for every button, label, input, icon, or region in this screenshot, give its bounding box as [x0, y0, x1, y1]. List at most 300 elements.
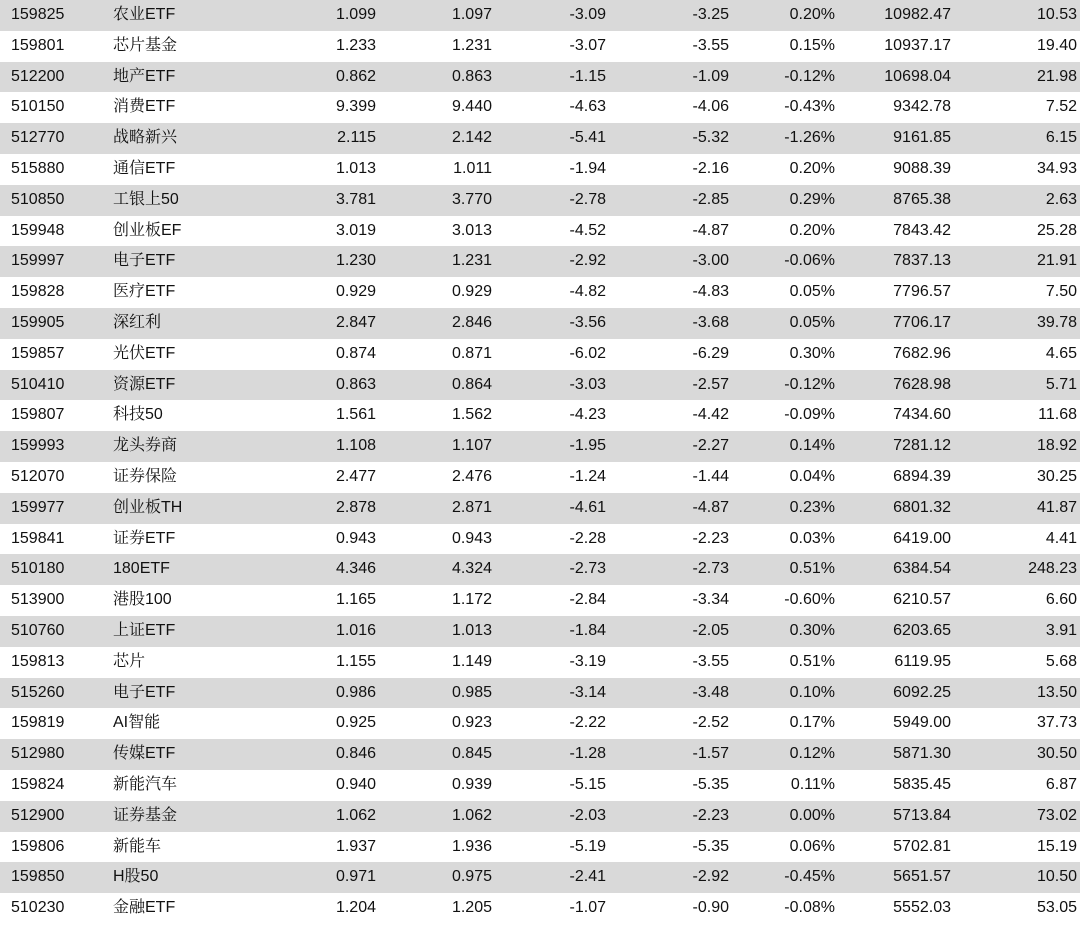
fund-code-cell: 159824 — [11, 775, 65, 793]
fund-code-cell: 510410 — [11, 375, 65, 393]
change-a-cell: -1.24 — [569, 467, 606, 485]
premium-rate-cell: 0.14% — [789, 437, 835, 455]
change-b-cell: -2.85 — [692, 190, 729, 208]
premium-rate-cell: 0.00% — [789, 806, 835, 824]
table-row — [0, 862, 1080, 893]
change-b-cell: -3.00 — [692, 252, 729, 270]
nav-cell: 0.923 — [451, 714, 492, 732]
change-b-cell: -2.73 — [692, 560, 729, 578]
table-row — [0, 678, 1080, 709]
table-row — [0, 0, 1080, 31]
fund-name-cell: 港股100 — [113, 591, 172, 609]
nav-cell: 1.172 — [451, 591, 492, 609]
ratio-cell: 41.87 — [1036, 498, 1077, 516]
change-b-cell: -4.87 — [692, 498, 729, 516]
change-a-cell: -5.15 — [569, 775, 606, 793]
premium-rate-cell: 0.30% — [789, 621, 835, 639]
value-cell: 9342.78 — [893, 98, 951, 116]
fund-code-cell: 159948 — [11, 221, 65, 239]
premium-rate-cell: -0.06% — [784, 252, 835, 270]
nav-cell: 0.845 — [451, 745, 492, 763]
price-cell: 1.155 — [335, 652, 376, 670]
fund-name-cell: 180ETF — [113, 560, 170, 578]
fund-name-cell: 传媒ETF — [113, 745, 176, 763]
value-cell: 5552.03 — [893, 899, 951, 917]
change-a-cell: -3.14 — [569, 683, 606, 701]
value-cell: 7682.96 — [893, 344, 951, 362]
fund-name-cell: 证券ETF — [113, 529, 176, 547]
value-cell: 7706.17 — [893, 313, 951, 331]
price-cell: 0.929 — [335, 283, 376, 301]
value-cell: 6092.25 — [893, 683, 951, 701]
change-b-cell: -4.06 — [692, 98, 729, 116]
ratio-cell: 37.73 — [1036, 714, 1077, 732]
table-row — [0, 524, 1080, 555]
price-cell: 1.016 — [335, 621, 376, 639]
value-cell: 6894.39 — [893, 467, 951, 485]
premium-rate-cell: -1.26% — [784, 129, 835, 147]
price-cell: 1.108 — [335, 437, 376, 455]
value-cell: 6203.65 — [893, 621, 951, 639]
fund-name-cell: 金融ETF — [113, 899, 176, 917]
nav-cell: 1.062 — [451, 806, 492, 824]
change-a-cell: -1.95 — [569, 437, 606, 455]
fund-code-cell: 159997 — [11, 252, 65, 270]
value-cell: 8765.38 — [893, 190, 951, 208]
fund-name-cell: 电子ETF — [113, 683, 176, 701]
fund-code-cell: 512070 — [11, 467, 65, 485]
ratio-cell: 13.50 — [1036, 683, 1077, 701]
table-row — [0, 246, 1080, 277]
table-row — [0, 370, 1080, 401]
fund-code-cell: 510180 — [11, 560, 65, 578]
value-cell: 6119.95 — [894, 652, 951, 670]
ratio-cell: 30.25 — [1036, 467, 1077, 485]
fund-code-cell: 515880 — [11, 159, 65, 177]
price-cell: 2.878 — [335, 498, 376, 516]
change-b-cell: -3.68 — [692, 313, 729, 331]
premium-rate-cell: 0.20% — [789, 221, 835, 239]
price-cell: 0.943 — [335, 529, 376, 547]
change-a-cell: -4.61 — [569, 498, 606, 516]
premium-rate-cell: 0.05% — [789, 313, 835, 331]
nav-cell: 1.231 — [451, 252, 492, 270]
premium-rate-cell: -0.43% — [784, 98, 835, 116]
fund-name-cell: H股50 — [113, 868, 159, 886]
change-b-cell: -2.92 — [692, 868, 729, 886]
change-b-cell: -1.44 — [692, 467, 729, 485]
change-a-cell: -4.23 — [569, 406, 606, 424]
ratio-cell: 10.53 — [1036, 6, 1077, 23]
change-b-cell: -4.83 — [692, 283, 729, 301]
nav-cell: 0.871 — [451, 344, 492, 362]
value-cell: 10937.17 — [884, 36, 951, 54]
ratio-cell: 39.78 — [1036, 313, 1077, 331]
premium-rate-cell: 0.20% — [789, 159, 835, 177]
fund-name-cell: 农业ETF — [113, 6, 176, 23]
nav-cell: 1.231 — [451, 36, 492, 54]
fund-code-cell: 159850 — [11, 868, 65, 886]
fund-name-cell: 资源ETF — [113, 375, 176, 393]
value-cell: 10982.47 — [884, 6, 951, 23]
price-cell: 4.346 — [335, 560, 376, 578]
price-cell: 2.477 — [335, 467, 376, 485]
table-row — [0, 216, 1080, 247]
ratio-cell: 19.40 — [1036, 36, 1077, 54]
price-cell: 0.940 — [335, 775, 376, 793]
premium-rate-cell: 0.17% — [789, 714, 835, 732]
table-row — [0, 154, 1080, 185]
ratio-cell: 73.02 — [1036, 806, 1077, 824]
change-b-cell: -3.25 — [692, 6, 729, 23]
nav-cell: 2.476 — [451, 467, 492, 485]
premium-rate-cell: 0.30% — [789, 344, 835, 362]
price-cell: 1.062 — [335, 806, 376, 824]
table-row — [0, 554, 1080, 585]
ratio-cell: 4.41 — [1045, 529, 1077, 547]
ratio-cell: 30.50 — [1036, 745, 1077, 763]
change-b-cell: -4.42 — [692, 406, 729, 424]
change-b-cell: -5.35 — [692, 837, 729, 855]
fund-code-cell: 159806 — [11, 837, 65, 855]
change-a-cell: -5.19 — [569, 837, 606, 855]
premium-rate-cell: 0.10% — [789, 683, 835, 701]
fund-code-cell: 510150 — [11, 98, 65, 116]
price-cell: 1.204 — [335, 899, 376, 917]
fund-name-cell: 创业板TH — [113, 498, 183, 516]
change-a-cell: -1.07 — [569, 899, 606, 917]
change-a-cell: -3.07 — [569, 36, 606, 54]
nav-cell: 0.985 — [451, 683, 492, 701]
change-a-cell: -2.22 — [569, 714, 606, 732]
fund-name-cell: 地产ETF — [113, 67, 176, 85]
fund-code-cell: 515260 — [11, 683, 65, 701]
table-row — [0, 277, 1080, 308]
ratio-cell: 2.63 — [1045, 190, 1077, 208]
ratio-cell: 25.28 — [1036, 221, 1077, 239]
price-cell: 3.019 — [335, 221, 376, 239]
premium-rate-cell: 0.20% — [789, 6, 835, 23]
nav-cell: 1.107 — [451, 437, 492, 455]
fund-name-cell: 工银上50 — [113, 190, 179, 208]
price-cell: 9.399 — [335, 98, 376, 116]
fund-name-cell: 芯片 — [113, 652, 146, 670]
change-b-cell: -2.05 — [692, 621, 729, 639]
fund-code-cell: 159828 — [11, 283, 65, 301]
change-b-cell: -2.52 — [692, 714, 729, 732]
nav-cell: 3.770 — [451, 190, 492, 208]
price-cell: 0.925 — [335, 714, 376, 732]
value-cell: 5949.00 — [893, 714, 951, 732]
change-a-cell: -2.03 — [569, 806, 606, 824]
ratio-cell: 18.92 — [1036, 437, 1077, 455]
fund-code-cell: 510230 — [11, 899, 65, 917]
fund-code-cell: 159819 — [11, 714, 65, 732]
value-cell: 7281.12 — [893, 437, 951, 455]
table-row — [0, 893, 1080, 924]
fund-code-cell: 159813 — [11, 652, 65, 670]
change-a-cell: -1.84 — [569, 621, 606, 639]
change-b-cell: -4.87 — [692, 221, 729, 239]
premium-rate-cell: 0.15% — [789, 36, 835, 54]
fund-code-cell: 512770 — [11, 129, 65, 147]
fund-code-cell: 512900 — [11, 806, 65, 824]
ratio-cell: 6.15 — [1045, 129, 1077, 147]
change-a-cell: -3.03 — [569, 375, 606, 393]
value-cell: 5702.81 — [893, 837, 951, 855]
ratio-cell: 5.68 — [1045, 652, 1077, 670]
table-row — [0, 62, 1080, 93]
fund-name-cell: 通信ETF — [113, 159, 176, 177]
fund-name-cell: 芯片基金 — [113, 36, 178, 54]
value-cell: 6384.54 — [893, 560, 951, 578]
value-cell: 7628.98 — [893, 375, 951, 393]
value-cell: 10698.04 — [884, 67, 951, 85]
nav-cell: 0.864 — [451, 375, 492, 393]
change-a-cell: -2.41 — [569, 868, 606, 886]
price-cell: 3.781 — [335, 190, 376, 208]
table-row — [0, 647, 1080, 678]
fund-name-cell: AI智能 — [113, 714, 161, 732]
premium-rate-cell: 0.51% — [789, 560, 835, 578]
fund-name-cell: 新能车 — [113, 837, 162, 855]
change-b-cell: -6.29 — [692, 344, 729, 362]
nav-cell: 1.149 — [451, 652, 492, 670]
nav-cell: 2.871 — [451, 498, 492, 516]
change-b-cell: -3.55 — [692, 36, 729, 54]
premium-rate-cell: 0.23% — [789, 498, 835, 516]
fund-code-cell: 159841 — [11, 529, 65, 547]
change-b-cell: -1.57 — [692, 745, 729, 763]
premium-rate-cell: 0.29% — [789, 190, 835, 208]
change-b-cell: -5.35 — [692, 775, 729, 793]
premium-rate-cell: 0.04% — [789, 467, 835, 485]
fund-code-cell: 159993 — [11, 437, 65, 455]
ratio-cell: 15.19 — [1036, 837, 1077, 855]
price-cell: 1.233 — [335, 36, 376, 54]
premium-rate-cell: 0.51% — [789, 652, 835, 670]
premium-rate-cell: -0.45% — [784, 868, 835, 886]
nav-cell: 1.097 — [451, 6, 492, 23]
value-cell: 6419.00 — [893, 529, 951, 547]
fund-code-cell: 159857 — [11, 344, 65, 362]
table-row — [0, 616, 1080, 647]
change-a-cell: -3.56 — [569, 313, 606, 331]
value-cell: 9161.85 — [893, 129, 951, 147]
change-a-cell: -2.73 — [569, 560, 606, 578]
change-a-cell: -1.28 — [569, 745, 606, 763]
price-cell: 0.862 — [335, 67, 376, 85]
table-row — [0, 339, 1080, 370]
fund-name-cell: 证券保险 — [113, 467, 178, 485]
change-b-cell: -0.90 — [692, 899, 729, 917]
premium-rate-cell: -0.12% — [784, 375, 835, 393]
nav-cell: 0.943 — [451, 529, 492, 547]
change-a-cell: -1.15 — [569, 67, 606, 85]
fund-code-cell: 159801 — [11, 36, 65, 54]
fund-code-cell: 512200 — [11, 67, 65, 85]
premium-rate-cell: 0.12% — [789, 745, 835, 763]
fund-name-cell: 光伏ETF — [113, 344, 176, 362]
fund-code-cell: 159977 — [11, 498, 65, 516]
fund-name-cell: 创业板EF — [113, 221, 182, 239]
table-row — [0, 31, 1080, 62]
table-row — [0, 123, 1080, 154]
premium-rate-cell: 0.03% — [789, 529, 835, 547]
fund-code-cell: 510760 — [11, 621, 65, 639]
change-a-cell: -6.02 — [569, 344, 606, 362]
fund-name-cell: 消费ETF — [113, 98, 176, 116]
fund-code-cell: 512980 — [11, 745, 65, 763]
table-row — [0, 431, 1080, 462]
table-row — [0, 462, 1080, 493]
fund-name-cell: 证券基金 — [113, 806, 178, 824]
price-cell: 2.847 — [335, 313, 376, 331]
ratio-cell: 6.87 — [1045, 775, 1077, 793]
change-a-cell: -4.63 — [569, 98, 606, 116]
value-cell: 5651.57 — [893, 868, 951, 886]
change-b-cell: -2.57 — [692, 375, 729, 393]
value-cell: 5871.30 — [893, 745, 951, 763]
change-b-cell: -3.55 — [692, 652, 729, 670]
value-cell: 6210.57 — [893, 591, 951, 609]
price-cell: 0.846 — [335, 745, 376, 763]
price-cell: 1.099 — [335, 6, 376, 23]
change-a-cell: -1.94 — [569, 159, 606, 177]
ratio-cell: 4.65 — [1045, 344, 1077, 362]
ratio-cell: 21.98 — [1036, 67, 1077, 85]
nav-cell: 2.846 — [451, 313, 492, 331]
fund-code-cell: 513900 — [11, 591, 65, 609]
change-b-cell: -2.16 — [692, 159, 729, 177]
price-cell: 0.971 — [335, 868, 376, 886]
table-row — [0, 708, 1080, 739]
table-row — [0, 585, 1080, 616]
price-cell: 1.561 — [335, 406, 376, 424]
price-cell: 1.937 — [335, 837, 376, 855]
price-cell: 1.230 — [335, 252, 376, 270]
fund-code-cell: 159807 — [11, 406, 65, 424]
nav-cell: 1.562 — [451, 406, 492, 424]
change-b-cell: -3.48 — [692, 683, 729, 701]
change-a-cell: -3.09 — [569, 6, 606, 23]
value-cell: 7837.13 — [893, 252, 951, 270]
nav-cell: 0.939 — [451, 775, 492, 793]
nav-cell: 1.013 — [451, 621, 492, 639]
premium-rate-cell: 0.11% — [790, 775, 835, 793]
price-cell: 0.874 — [335, 344, 376, 362]
nav-cell: 3.013 — [451, 221, 492, 239]
ratio-cell: 10.50 — [1036, 868, 1077, 886]
ratio-cell: 7.50 — [1045, 283, 1077, 301]
nav-cell: 4.324 — [451, 560, 492, 578]
value-cell: 7434.60 — [893, 406, 951, 424]
table-row — [0, 832, 1080, 863]
price-cell: 0.986 — [335, 683, 376, 701]
change-b-cell: -3.34 — [692, 591, 729, 609]
ratio-cell: 3.91 — [1045, 621, 1077, 639]
change-b-cell: -2.23 — [692, 806, 729, 824]
change-b-cell: -5.32 — [692, 129, 729, 147]
change-a-cell: -2.84 — [569, 591, 606, 609]
ratio-cell: 5.71 — [1045, 375, 1077, 393]
fund-name-cell: 深红利 — [113, 313, 162, 331]
change-a-cell: -2.28 — [569, 529, 606, 547]
fund-name-cell: 电子ETF — [113, 252, 176, 270]
table-row — [0, 770, 1080, 801]
fund-name-cell: 龙头券商 — [113, 437, 178, 455]
change-a-cell: -5.41 — [569, 129, 606, 147]
table-row — [0, 92, 1080, 123]
value-cell: 5713.84 — [893, 806, 951, 824]
table-row — [0, 493, 1080, 524]
table-row — [0, 400, 1080, 431]
nav-cell: 1.936 — [451, 837, 492, 855]
nav-cell: 2.142 — [451, 129, 492, 147]
nav-cell: 0.929 — [451, 283, 492, 301]
nav-cell: 9.440 — [451, 98, 492, 116]
table-row — [0, 308, 1080, 339]
ratio-cell: 7.52 — [1045, 98, 1077, 116]
premium-rate-cell: -0.09% — [784, 406, 835, 424]
premium-rate-cell: 0.05% — [789, 283, 835, 301]
ratio-cell: 53.05 — [1036, 899, 1077, 917]
value-cell: 7796.57 — [893, 283, 951, 301]
nav-cell: 1.205 — [451, 899, 492, 917]
premium-rate-cell: -0.60% — [784, 591, 835, 609]
premium-rate-cell: -0.08% — [784, 899, 835, 917]
change-b-cell: -1.09 — [692, 67, 729, 85]
ratio-cell: 6.60 — [1045, 591, 1077, 609]
change-b-cell: -2.27 — [692, 437, 729, 455]
price-cell: 1.013 — [335, 159, 376, 177]
fund-name-cell: 医疗ETF — [113, 283, 176, 301]
value-cell: 7843.42 — [893, 221, 951, 239]
premium-rate-cell: 0.06% — [789, 837, 835, 855]
ratio-cell: 11.68 — [1038, 406, 1077, 424]
fund-code-cell: 159825 — [11, 6, 65, 23]
fund-name-cell: 战略新兴 — [113, 129, 178, 147]
price-cell: 2.115 — [337, 129, 376, 147]
ratio-cell: 34.93 — [1036, 159, 1077, 177]
nav-cell: 0.863 — [451, 67, 492, 85]
nav-cell: 1.011 — [453, 159, 492, 177]
ratio-cell: 21.91 — [1036, 252, 1077, 270]
change-a-cell: -2.92 — [569, 252, 606, 270]
nav-cell: 0.975 — [451, 868, 492, 886]
table-row — [0, 185, 1080, 216]
table-row — [0, 739, 1080, 770]
ratio-cell: 248.23 — [1028, 560, 1077, 578]
fund-name-cell: 上证ETF — [113, 621, 176, 639]
value-cell: 6801.32 — [893, 498, 951, 516]
change-a-cell: -4.52 — [569, 221, 606, 239]
fund-code-cell: 510850 — [11, 190, 65, 208]
price-cell: 1.165 — [335, 591, 376, 609]
value-cell: 9088.39 — [893, 159, 951, 177]
change-a-cell: -3.19 — [569, 652, 606, 670]
change-b-cell: -2.23 — [692, 529, 729, 547]
change-a-cell: -2.78 — [569, 190, 606, 208]
premium-rate-cell: -0.12% — [784, 67, 835, 85]
fund-name-cell: 科技50 — [113, 406, 163, 424]
change-a-cell: -4.82 — [569, 283, 606, 301]
fund-name-cell: 新能汽车 — [113, 775, 178, 793]
fund-code-cell: 159905 — [11, 313, 65, 331]
price-cell: 0.863 — [335, 375, 376, 393]
table-row — [0, 801, 1080, 832]
value-cell: 5835.45 — [893, 775, 951, 793]
